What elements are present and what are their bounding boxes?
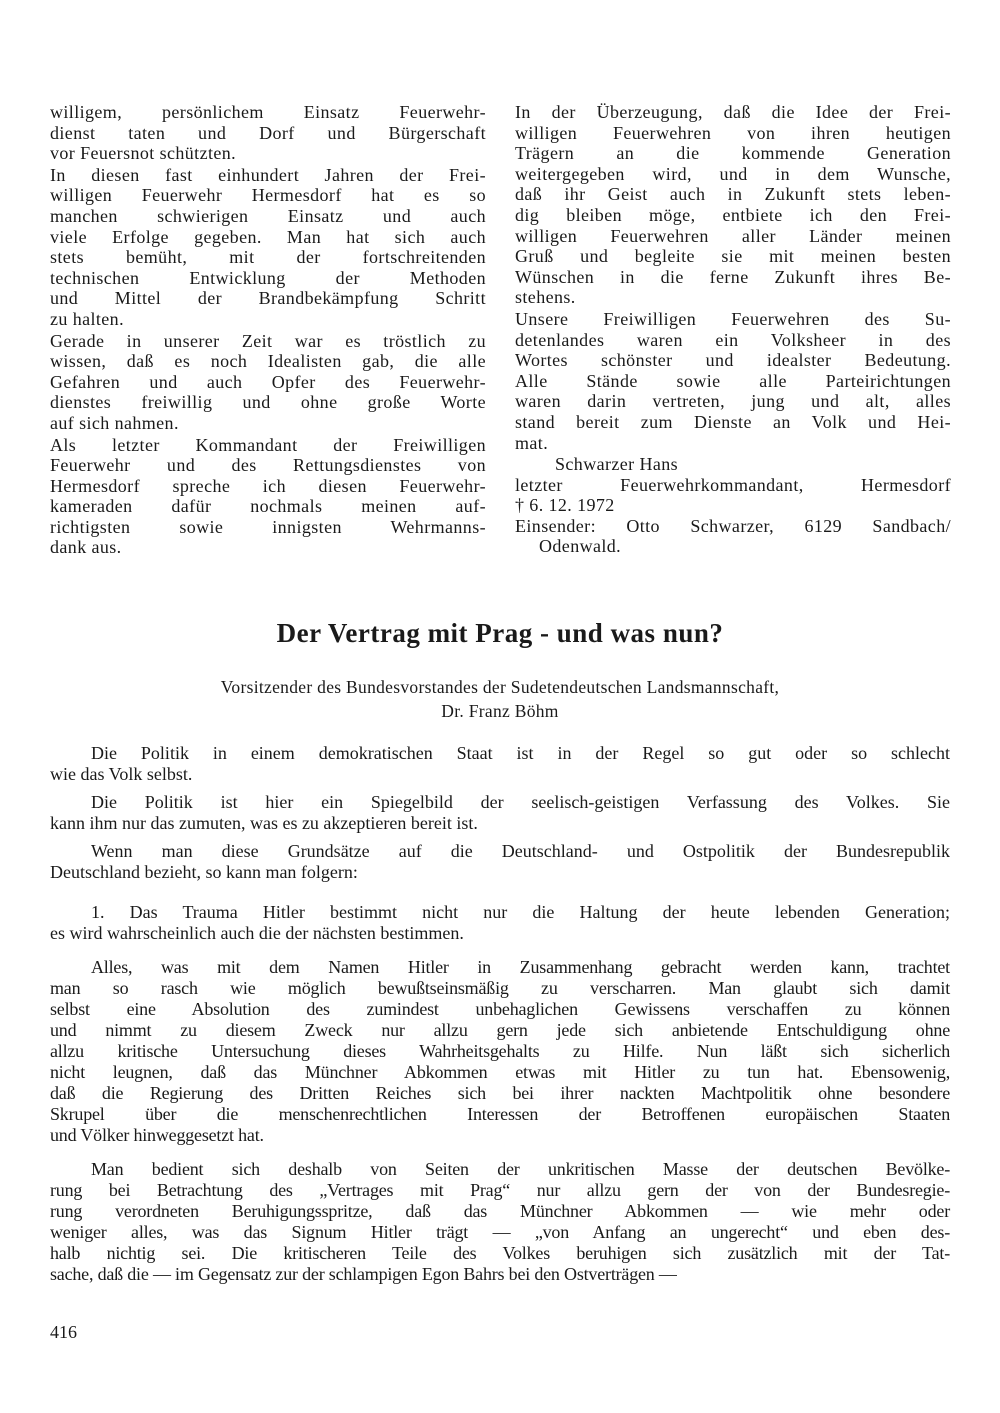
text-line: rung verordneten Beruhigungsspritze, daß das Münchner Abkommen — wie mehr oder	[50, 1201, 950, 1221]
text-line: Trägern an die kommende Generation	[515, 143, 951, 164]
text-line: dank aus.	[50, 537, 122, 558]
text-line: In diesen fast einhundert Jahren der Frei-	[50, 164, 486, 185]
text-line: detenlandes waren ein Volksheer in des	[515, 329, 951, 350]
article-title: Der Vertrag mit Prag - und was nun?	[276, 618, 724, 648]
subtitle-line-1: Vorsitzender des Bundesvorstandes der Sudetendeutschen Landsmannschaft,	[220, 677, 780, 697]
paragraph	[50, 902, 950, 944]
text-line: rung bei Betrachtung des „Vertrages mit Prag“ nur allzu gern der von der Bundesregie-	[50, 1180, 950, 1200]
text-line: dienst taten und Dorf und Bürgerschaft	[50, 122, 486, 143]
text-line: Wortes schönster und idealster Bedeutung.	[515, 350, 951, 371]
text-line: vor Feuersnot schützten.	[50, 143, 237, 164]
text-line: Hermesdorf spreche ich diesen Feuerwehr-	[50, 475, 486, 496]
text-line: Skrupel über die menschenrechtlichen Interessen der Betroffenen europäischen Staaten	[50, 1104, 950, 1124]
text-line: selbst eine Absolution des zumindest unbehaglichen Gewissens verschaffen zu können	[50, 999, 950, 1019]
text-line: mat.	[515, 432, 549, 453]
text-line: auf sich nahmen.	[50, 412, 179, 433]
text-line: technischen Entwicklung der Methoden	[50, 267, 486, 288]
text-line: halb nichtig sei. Die kritischeren Teile des Volkes beruhigen sich zusätzlich mit der Tat-	[50, 1243, 950, 1263]
page-number: 416	[50, 1322, 77, 1342]
text-line: daß ihr Geist auch in Zukunft stets leben-	[515, 184, 951, 205]
left-column	[50, 102, 486, 559]
text-line: willigen Feuerwehren von ihren heutigen	[515, 122, 951, 143]
paragraph	[50, 102, 486, 164]
paragraph	[50, 792, 950, 834]
text-line: stehens.	[515, 287, 576, 308]
sender-line-1: Einsender: Otto Schwarzer, 6129 Sandbach/	[515, 515, 951, 536]
paragraph	[515, 309, 951, 453]
text-line: willigem, persönlichem Einsatz Feuerwehr-	[50, 102, 486, 122]
text-line: 1. Das Trauma Hitler bestimmt nicht nur die Haltung der heute lebenden Generation;	[91, 902, 950, 922]
text-line: man so rasch wie möglich bewußtseinsmäßig zu verscharren. Man glaubt sich damit	[50, 978, 950, 998]
text-line: Unsere Freiwilligen Feuerwehren des Su-	[515, 308, 951, 329]
text-line: und Mittel der Brandbekämpfung Schritt	[50, 288, 486, 309]
text-line: und nimmt zu diesem Zweck nur allzu gern jede sich anbietende Entschuldigung ohne	[50, 1020, 950, 1040]
text-line: waren darin vertreten, jung und alt, alles	[515, 391, 951, 412]
right-column-paragraphs	[515, 102, 951, 453]
text-line: Gefahren und auch Opfer des Feuerwehr-	[50, 371, 486, 392]
text-line: und Völker hinweggesetzt hat.	[50, 1125, 264, 1145]
text-line: allzu kritische Untersuchung dieses Wahrheitsgehalts zu Hilfe. Nun läßt sich sicherlich	[50, 1041, 950, 1061]
text-line: Gruß und begleite sie mit meinen besten	[515, 246, 951, 267]
paragraph	[50, 165, 486, 330]
text-line: es wird wahrscheinlich auch die der nächsten bestimmen.	[50, 923, 464, 943]
text-line: stets bemüht, mit der fortschreitenden	[50, 247, 486, 268]
right-column	[515, 102, 951, 557]
signature-death-date: † 6. 12. 1972	[515, 495, 615, 516]
article-subtitle	[0, 675, 1000, 723]
text-line: dig bleiben möge, entbiete ich den Frei-	[515, 204, 951, 225]
paragraph	[50, 331, 486, 434]
text-line: Als letzter Kommandant der Freiwilligen	[50, 434, 486, 455]
paragraph	[50, 841, 950, 883]
text-line: nicht leugnen, daß das Münchner Abkommen etwas mit Hitler zu tun hat. Ebensowenig,	[50, 1062, 950, 1082]
text-line: Die Politik ist hier ein Spiegelbild der seelisch-geistigen Verfassung des Volkes. Sie	[91, 792, 950, 812]
text-line: dienstes freiwillig und ohne große Worte	[50, 392, 486, 413]
text-line: Alles, was mit dem Namen Hitler in Zusammenhang gebracht werden kann, trachtet	[91, 957, 950, 977]
paragraph	[50, 743, 950, 785]
text-line: In der Überzeugung, daß die Idee der Frei-	[515, 102, 951, 122]
text-line: willigen Feuerwehr Hermesdorf hat es so	[50, 185, 486, 206]
signature-role: letzter Feuerwehrkommandant, Hermesdorf	[515, 474, 951, 495]
text-line: weniger alles, was das Signum Hitler trägt — „von Anfang an ungerecht“ und eben des-	[50, 1222, 950, 1242]
text-line: wie das Volk selbst.	[50, 764, 193, 784]
text-line: daß die Regierung des Dritten Reiches sich bei ihrer nackten Machtpolitik ohne besondere	[50, 1083, 950, 1103]
text-line: zu halten.	[50, 308, 124, 329]
paragraph	[50, 1159, 950, 1285]
text-line: manchen schwierigen Einsatz und auch	[50, 205, 486, 226]
paragraph	[50, 957, 950, 1146]
text-line: Alle Stände sowie alle Parteirichtungen	[515, 370, 951, 391]
text-line: Wenn man diese Grundsätze auf die Deutschland- und Ostpolitik der Bundesrepublik	[91, 841, 950, 861]
text-line: wissen, daß es noch Idealisten gab, die alle	[50, 351, 486, 372]
text-line: richtigsten sowie innigsten Wehrmanns-	[50, 516, 486, 537]
text-line: Die Politik in einem demokratischen Staat ist in der Regel so gut oder so schlecht	[91, 743, 950, 763]
text-line: Gerade in unserer Zeit war es tröstlich zu	[50, 330, 486, 351]
text-line: Deutschland bezieht, so kann man folgern:	[50, 862, 358, 882]
text-line: viele Erfolge gegeben. Man hat sich auch	[50, 226, 486, 247]
text-line: stand bereit zum Dienste an Volk und Hei-	[515, 411, 951, 432]
paragraph	[50, 435, 486, 559]
text-line: Man bedient sich deshalb von Seiten der unkritischen Masse der deutschen Bevölke-	[91, 1159, 950, 1179]
paragraph	[515, 102, 951, 308]
text-line: Wünschen in die ferne Zukunft ihres Be-	[515, 266, 951, 287]
text-line: sache, daß die — im Gegensatz zur der schlampigen Egon Bahrs bei den Ostverträgen —	[50, 1264, 677, 1284]
subtitle-line-2: Dr. Franz Böhm	[441, 701, 559, 721]
text-line: weitergegeben wird, und in dem Wunsche,	[515, 163, 951, 184]
sender-line-2: Odenwald.	[539, 536, 622, 557]
text-line: kameraden dafür nochmals meinen auf-	[50, 496, 486, 517]
text-line: willigen Feuerwehren aller Länder meinen	[515, 225, 951, 246]
text-line: kann ihm nur das zumuten, was es zu akzeptieren bereit ist.	[50, 813, 478, 833]
signature-name: Schwarzer Hans	[555, 454, 679, 475]
article-body	[50, 743, 950, 1292]
text-line: Feuerwehr und des Rettungsdienstes von	[50, 455, 486, 476]
